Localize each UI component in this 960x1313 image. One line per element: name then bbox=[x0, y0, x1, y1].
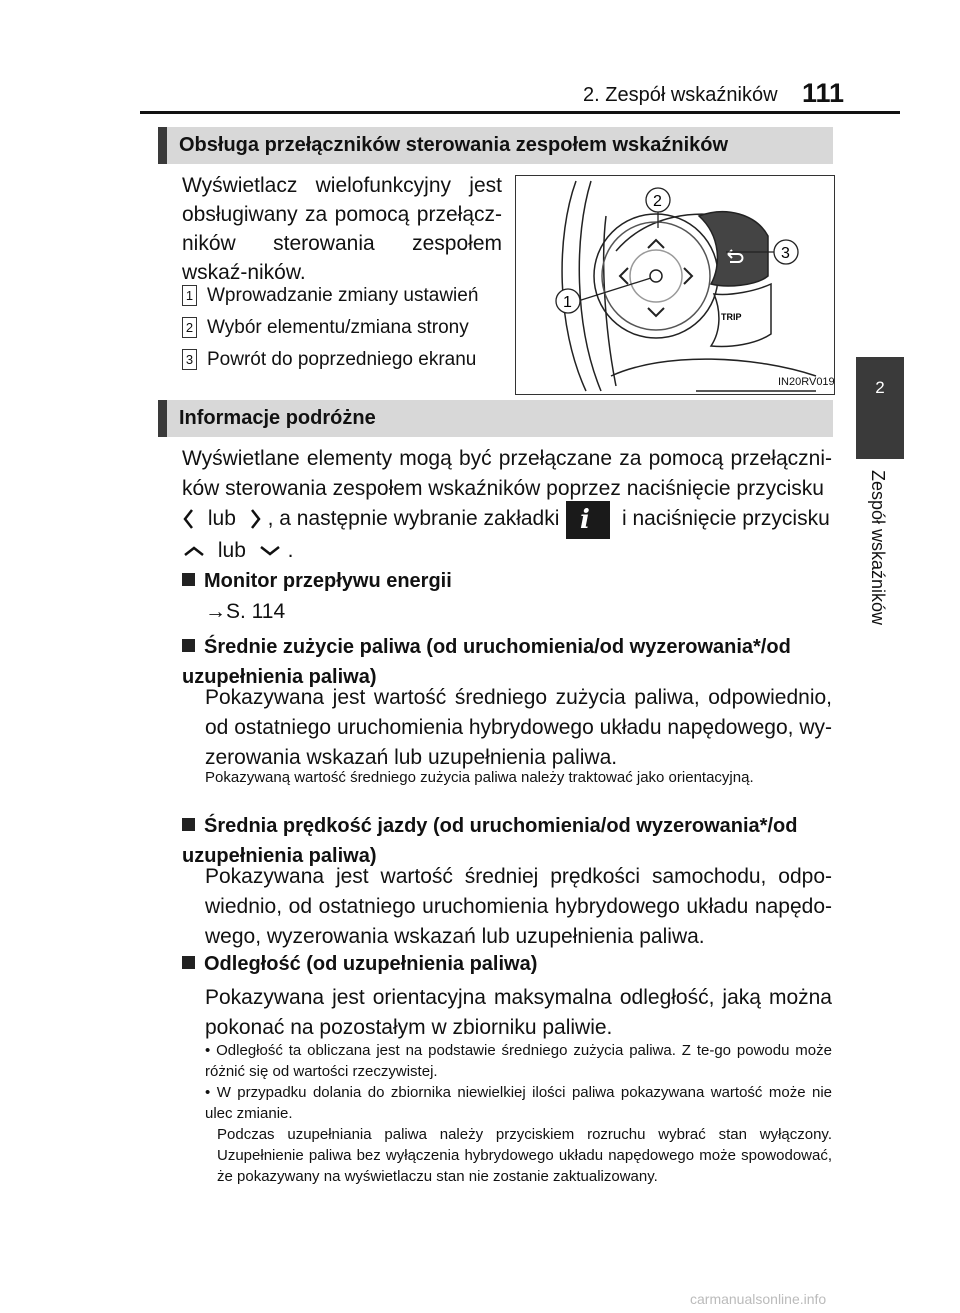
distance-description: Pokazywana jest orientacyjna maksymalna odległość, jaką można pokonać na pozostałym w zbiorniku paliwie. bbox=[205, 986, 832, 1039]
word-or: lub bbox=[207, 507, 236, 530]
section-marker bbox=[158, 127, 167, 164]
legend-text: Powrót do poprzedniego ekranu bbox=[207, 349, 477, 370]
trip-info-intro-line3 bbox=[182, 539, 293, 563]
intro-text-part: . bbox=[287, 539, 294, 562]
trip-info-intro: Wyświetlane elementy mogą być przełączane za pomocą przełączni-ków sterowania zespołem wskaźników poprzez naciśnięcie przycisku bbox=[182, 447, 832, 500]
chevron-up-icon bbox=[182, 544, 206, 558]
avg-fuel-note: Pokazywaną wartość średniego zużycia paliwa należy traktować jako orientacyjną. bbox=[205, 769, 754, 786]
legend-text: Wybór elementu/zmiana strony bbox=[207, 317, 469, 338]
chevron-down-icon bbox=[258, 544, 282, 558]
avg-fuel-description: Pokazywana jest wartość średniego zużycia paliwa, odpowiednio, od ostatniego uruchomienia hybrydowego układu napędowego, wy-zerowania wskazań lub uzupełnienia paliwa. bbox=[205, 686, 832, 769]
distance-extra-note: Podczas uzupełniania paliwa należy przyciskiem rozruchu wybrać stan wyłączony. Uzupełnienie paliwa bez wyłączenia hybrydowego układu napędowego może spowodować, że pokazywany na wyświetlaczu stan nie zostanie zaktualizowany. bbox=[217, 1126, 832, 1185]
intro-text-part: , a następnie wybranie zakładki bbox=[267, 507, 560, 530]
word-or: lub bbox=[217, 539, 246, 562]
legend-item-2 bbox=[182, 317, 469, 339]
info-icon-letter: i bbox=[580, 505, 590, 535]
distance-bullet-2: • W przypadku dolania do zbiornika niewielkiej ilości paliwa pokazywana wartość może nie ulec zmianie. bbox=[205, 1084, 832, 1122]
square-bullet-icon bbox=[182, 956, 195, 969]
callout-2: 2 bbox=[653, 193, 662, 210]
subheading-text: Monitor przepływu energii bbox=[204, 570, 452, 592]
legend-num: 3 bbox=[182, 349, 197, 370]
section-marker bbox=[158, 400, 167, 437]
page-reference: →S. 114 bbox=[205, 600, 286, 623]
chevron-right-icon bbox=[248, 507, 262, 531]
chapter-tab-number: 2 bbox=[875, 378, 885, 397]
figure-code: IN20RV019 bbox=[778, 376, 835, 388]
avg-speed-description: Pokazywana jest wartość średniej prędkości samochodu, odpo-wiednio, od ostatniego uruchomienia hybrydowego układu napędo-wego, wyzerowania wskazań lub uzupełnienia paliwa. bbox=[205, 865, 832, 948]
legend-item-1 bbox=[182, 285, 478, 307]
distance-bullet-1: • Odległość ta obliczana jest na podstawie średniego zużycia paliwa. Z te-go powodu może różnić się od wartości rzeczywistej. bbox=[205, 1042, 832, 1080]
legend-num: 1 bbox=[182, 285, 197, 306]
section-header-trip-info bbox=[158, 400, 833, 437]
square-bullet-icon bbox=[182, 573, 195, 586]
chapter-tab-label bbox=[858, 470, 898, 630]
header-rule bbox=[140, 111, 900, 114]
watermark: carmanualsonline.info bbox=[690, 1291, 827, 1307]
section-title: Informacje podróżne bbox=[179, 407, 376, 429]
chevron-left-icon bbox=[182, 507, 196, 531]
square-bullet-icon bbox=[182, 818, 195, 831]
chapter-title: 2. Zespół wskaźników bbox=[583, 84, 778, 106]
legend-num: 2 bbox=[182, 317, 197, 338]
trip-button-label: TRIP bbox=[721, 312, 742, 322]
subheading-distance bbox=[182, 953, 537, 976]
legend-item-3 bbox=[182, 349, 476, 371]
subheading-text: Średnie zużycie paliwa (od uruchomienia/od wyzerowania*/od uzupełnienia paliwa) bbox=[182, 636, 791, 688]
section-header-controls bbox=[158, 127, 833, 164]
subheading-text: Odległość (od uzupełnienia paliwa) bbox=[204, 953, 538, 975]
callout-3: 3 bbox=[781, 245, 790, 262]
chapter-tab bbox=[856, 357, 904, 459]
page-number: 111 bbox=[802, 78, 845, 108]
intro-text-part: i naciśnięcie przycisku bbox=[622, 507, 830, 530]
subheading-energy-monitor bbox=[182, 570, 452, 593]
steering-switch-illustration bbox=[515, 175, 835, 395]
section-title: Obsługa przełączników sterowania zespołem wskaźników bbox=[179, 134, 729, 156]
subheading-text: Średnia prędkość jazdy (od uruchomienia/od wyzerowania*/od uzupełnienia paliwa) bbox=[182, 815, 798, 867]
legend-text: Wprowadzanie zmiany ustawień bbox=[207, 285, 479, 306]
steering-switch-drawing bbox=[516, 176, 834, 394]
chapter-tab-label-text: Zespół wskaźników bbox=[868, 470, 888, 626]
callout-1: 1 bbox=[563, 294, 572, 311]
square-bullet-icon bbox=[182, 639, 195, 652]
intro-text: Wyświetlacz wielofunkcyjny jest obsługiwany za pomocą przełącz-ników sterowania zespołem wskaź-ników. bbox=[182, 174, 502, 284]
info-tab-icon bbox=[566, 501, 610, 539]
trip-info-intro-line2 bbox=[182, 507, 559, 531]
